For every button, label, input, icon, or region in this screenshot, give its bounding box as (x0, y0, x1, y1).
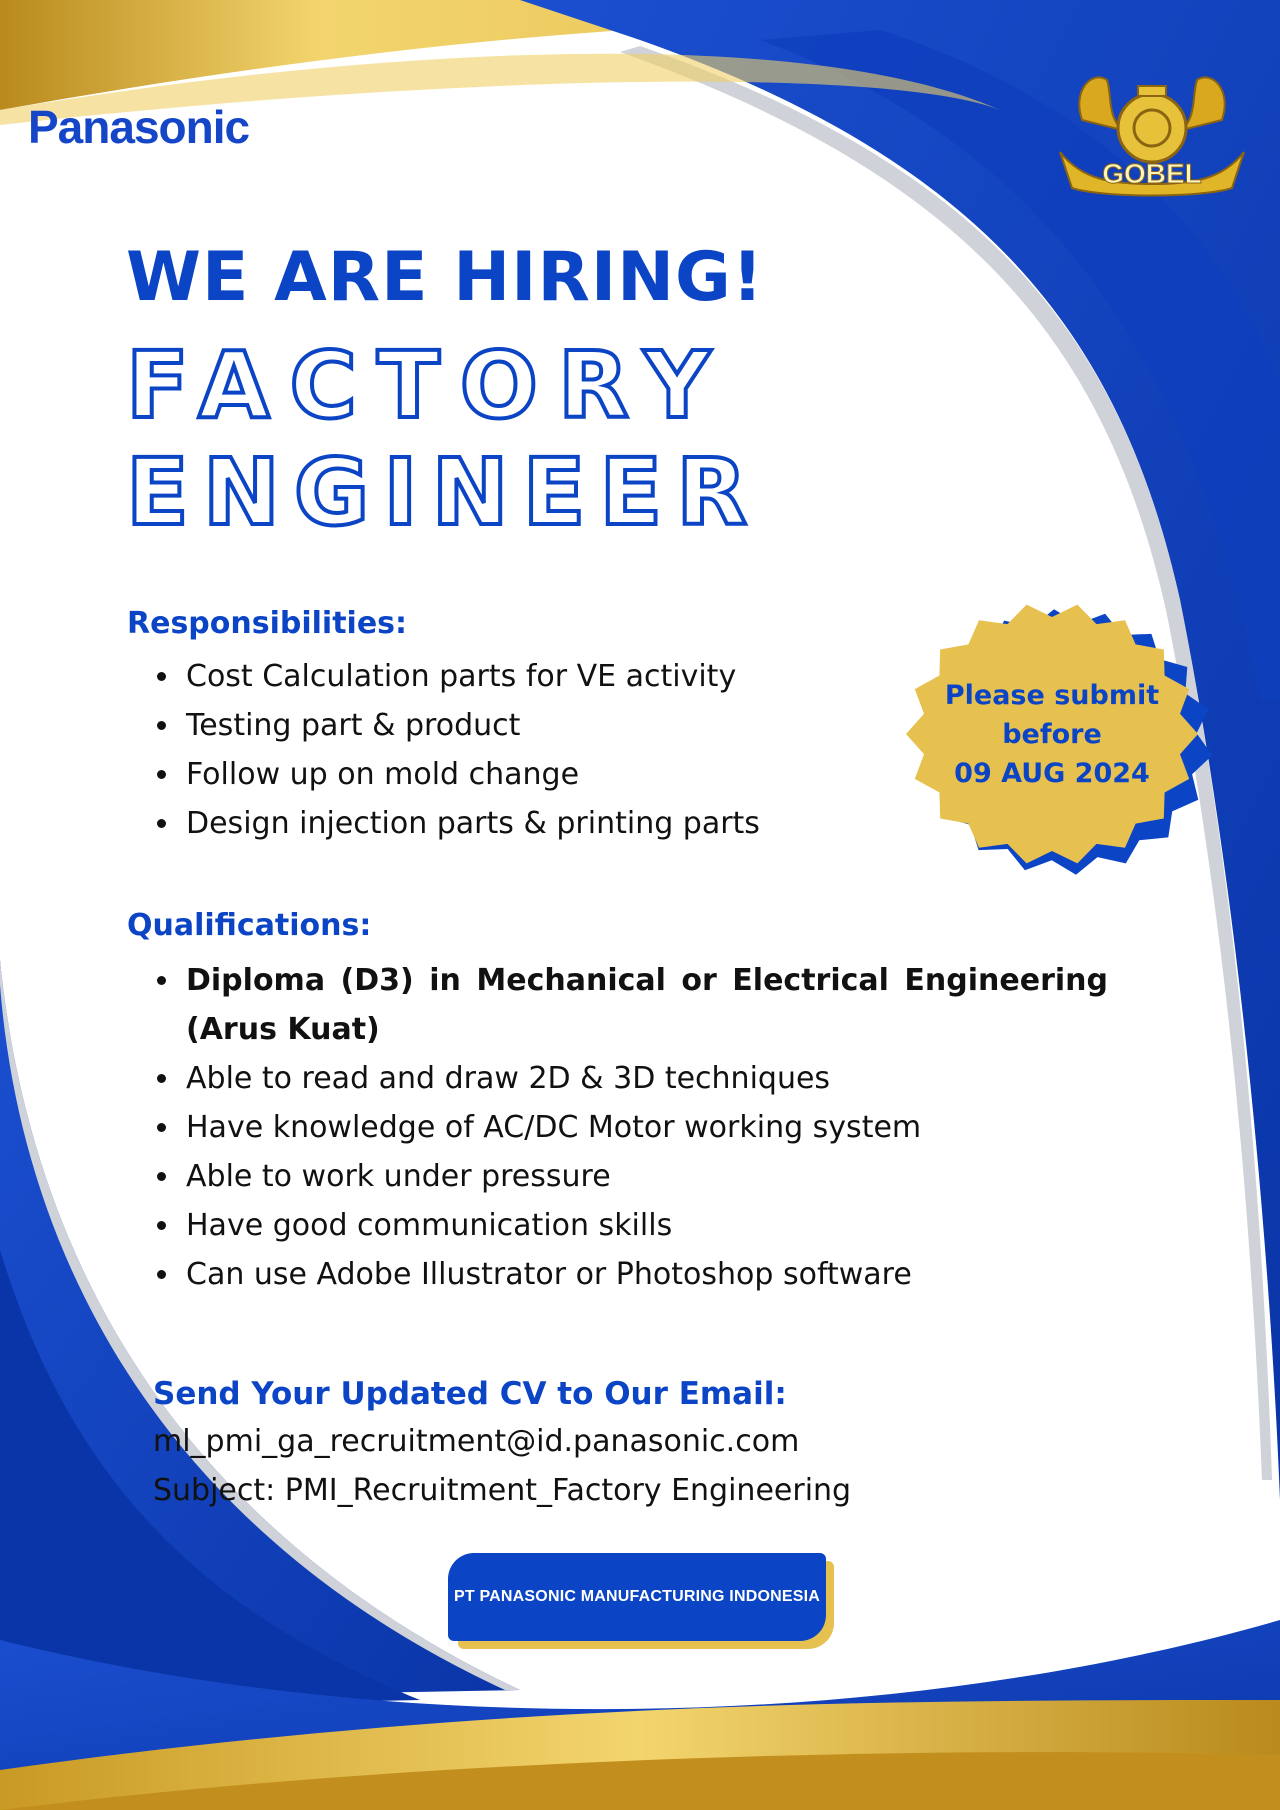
contact-heading: Send Your Updated CV to Our Email: (153, 1376, 787, 1412)
responsibilities-heading: Responsibilities: (127, 606, 408, 641)
deadline-badge-text (922, 676, 1182, 793)
list-item: • Follow up on mold change (182, 750, 902, 799)
gobel-logo-text: GOBEL (1102, 158, 1202, 189)
deadline-line-2: before (1002, 719, 1102, 750)
company-banner: PT PANASONIC MANUFACTURING INDONESIA (448, 1553, 826, 1641)
deadline-line-1: Please submit (944, 680, 1160, 711)
list-item: • Able to work under pressure (182, 1152, 1108, 1201)
job-title-line-1: FACTORY (126, 332, 731, 439)
qualifications-list (148, 956, 1108, 1299)
gobel-crest-logo (1052, 60, 1252, 200)
panasonic-logo: Panasonic (28, 101, 250, 153)
list-item: • Able to read and draw 2D & 3D techniques (182, 1054, 1108, 1103)
list-item: • Can use Adobe Illustrator or Photoshop software (182, 1250, 1108, 1299)
job-title-line-2: ENGINEER (126, 439, 762, 546)
list-item: • Have knowledge of AC/DC Motor working system (182, 1103, 1108, 1152)
hiring-tagline: WE ARE HIRING! (126, 238, 764, 317)
qualifications-heading: Qualifications: (127, 908, 372, 943)
list-item: • Have good communication skills (182, 1201, 1108, 1250)
deadline-date: 09 AUG 2024 (954, 758, 1150, 789)
list-item: • Cost Calculation parts for VE activity (182, 652, 902, 701)
email-subject: Subject: PMI_Recruitment_Factory Engineering (153, 1473, 852, 1508)
responsibilities-list (148, 652, 902, 848)
list-item: • Testing part & product (182, 701, 902, 750)
list-item: • Design injection parts & printing parts (182, 799, 902, 848)
list-item: • Diploma (D3) in Mechanical or Electrical Engineering (Arus Kuat) (182, 956, 1108, 1054)
contact-email: ml_pmi_ga_recruitment@id.panasonic.com (153, 1424, 800, 1459)
